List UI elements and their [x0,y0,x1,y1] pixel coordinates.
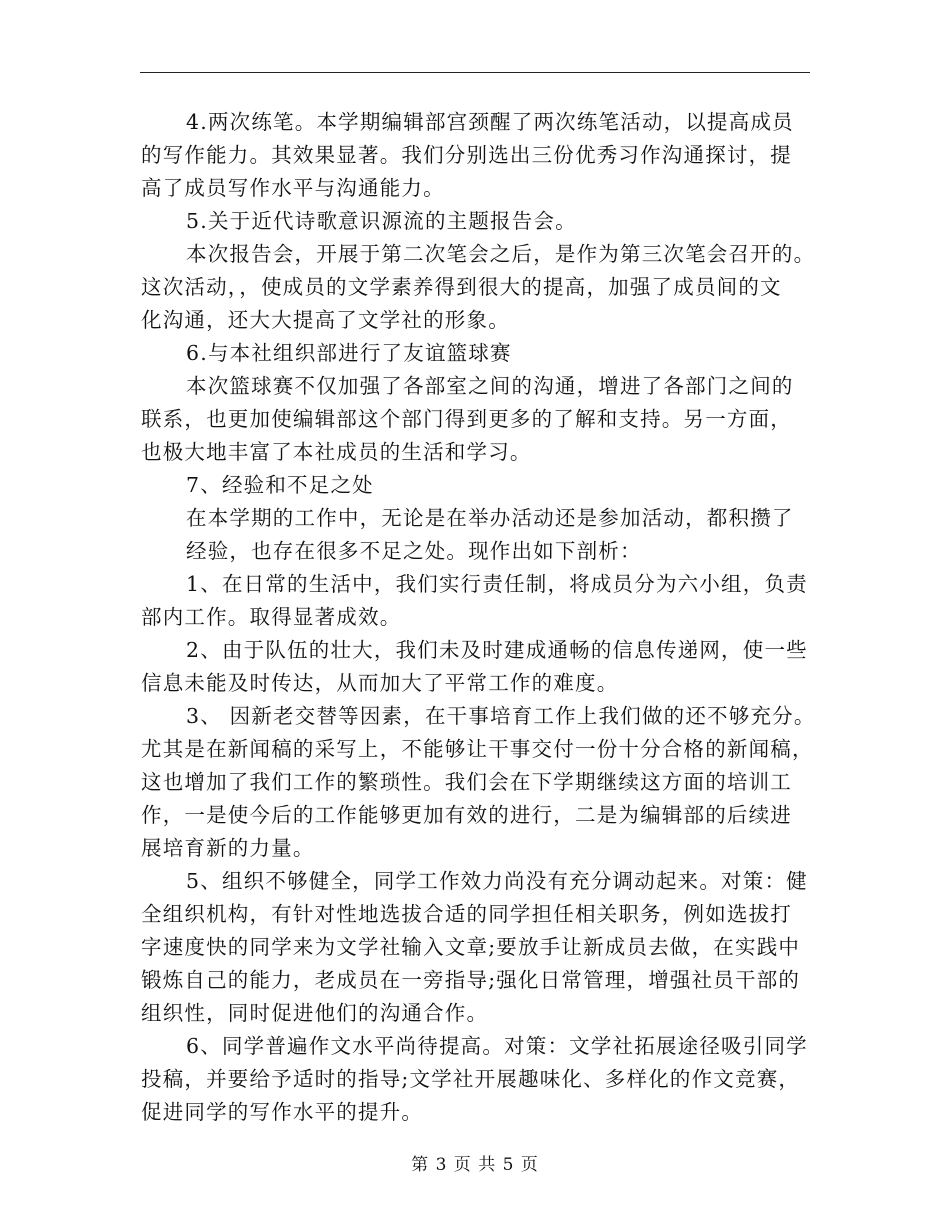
body-line: 3、 因新老交替等因素，在干事培育工作上我们做的还不够充分。 [186,704,816,728]
body-line: 投稿，并要给予适时的指导;文学社开展趣味化、多样化的作文竞赛， [141,1067,801,1091]
body-line: 本次篮球赛不仅加强了各部室之间的沟通，增进了各部门之间的 [186,374,794,398]
body-line: 联系，也更加使编辑部这个部门得到更多的了解和支持。另一方面， [141,407,792,431]
body-line: 组织性，同时促进他们的沟通合作。 [141,1001,489,1025]
body-line: 这也增加了我们工作的繁琐性。我们会在下学期继续这方面的培训工 [141,770,792,794]
body-line: 6.与本社组织部进行了友谊篮球赛 [186,341,512,365]
body-line: 化沟通，还大大提高了文学社的形象。 [141,308,510,332]
body-line: 作，一是使今后的工作能够更加有效的进行，二是为编辑部的后续进 [141,803,792,827]
body-line: 尤其是在新闻稿的采写上，不能够让干事交付一份十分合格的新闻稿， [141,737,814,761]
body-line: 部内工作。取得显著成效。 [141,605,402,629]
body-line: 7、经验和不足之处 [186,473,374,497]
body-line: 展培育新的力量。 [141,836,315,860]
body-line: 信息未能及时传达，从而加大了平常工作的难度。 [141,671,619,695]
body-line: 的写作能力。其效果显著。我们分别选出三份优秀习作沟通探讨，提 [141,143,792,167]
body-line: 本次报告会，开展于第二次笔会之后，是作为第三次笔会召开的。 [186,242,816,266]
body-line: 1、在日常的生活中，我们实行责任制，将成员分为六小组，负责 [186,572,808,596]
page-number: 第 3 页 共 5 页 [411,1155,539,1175]
body-line: 2、由于队伍的壮大，我们未及时建成通畅的信息传递网，使一些 [186,638,808,662]
body-line: 也极大地丰富了本社成员的生活和学习。 [141,440,532,464]
body-line: 促进同学的写作水平的提升。 [141,1100,424,1124]
body-line: 在本学期的工作中，无论是在举办活动还是参加活动，都积攒了 [186,506,794,530]
body-line: 这次活动，，使成员的文学素养得到很大的提高，加强了成员间的文 [141,275,782,299]
body-line: 字速度快的同学来为文学社输入文章;要放手让新成员去做，在实践中 [141,935,801,959]
body-line: 锻炼自己的能力，老成员在一旁指导;强化日常管理，增强社员干部的 [141,968,801,992]
body-line: 全组织机构，有针对性地选拔合适的同学担任相关职务，例如选拔打 [141,902,792,926]
body-line: 5.关于近代诗歌意识源流的主题报告会。 [186,209,577,233]
header-rule [140,72,810,73]
body-line: 高了成员写作水平与沟通能力。 [141,176,445,200]
body-line: 6、同学普遍作文水平尚待提高。对策：文学社拓展途径吸引同学 [186,1034,808,1058]
body-line: 5、组织不够健全，同学工作效力尚没有充分调动起来。对策：健 [186,869,808,893]
body-line: 经验，也存在很多不足之处。现作出如下剖析： [186,539,642,563]
body-line: 4.两次练笔。本学期编辑部宫颈醒了两次练笔活动，以提高成员 [186,110,794,134]
